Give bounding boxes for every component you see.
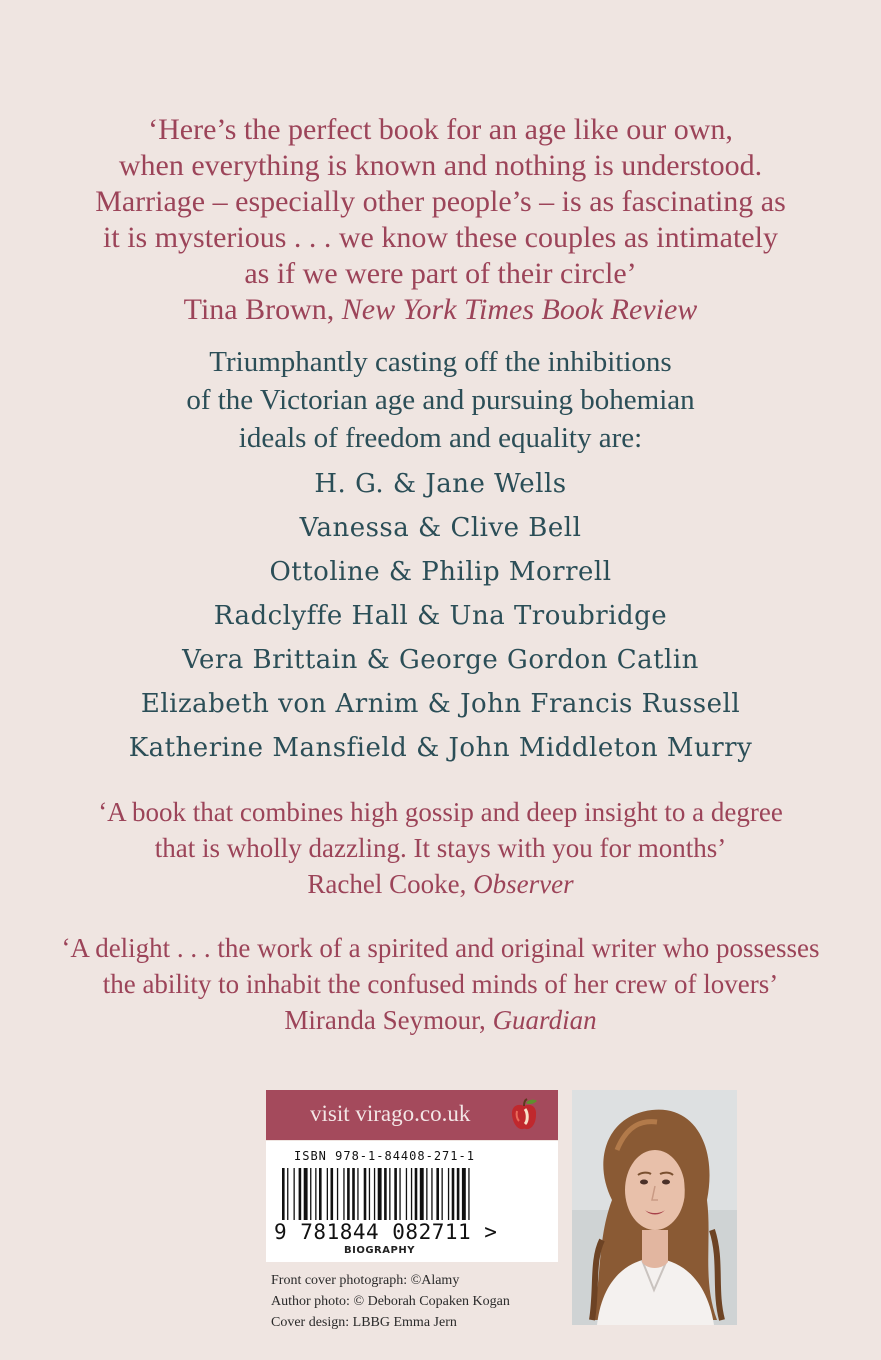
- apple-icon: [508, 1097, 540, 1133]
- credit-line: Front cover photograph: ©Alamy: [271, 1273, 460, 1288]
- quote-source: Guardian: [492, 1005, 597, 1035]
- couple-item: Vera Brittain & George Gordon Catlin: [182, 645, 699, 675]
- book-blurb: [0, 343, 881, 457]
- couples-list: [0, 462, 881, 770]
- couple-item: Elizabeth von Arnim & John Francis Russell: [140, 689, 741, 719]
- quote-source: New York Times Book Review: [341, 293, 698, 326]
- quote-attribution: [0, 1002, 881, 1038]
- author-photo: [572, 1090, 737, 1325]
- quote-line: that is wholly dazzling. It stays with you for months’: [154, 833, 727, 863]
- publisher-website-link[interactable]: visit virago.co.uk: [310, 1101, 471, 1126]
- blurb-line: of the Victorian age and pursuing bohemian: [186, 384, 695, 416]
- quote-line: ‘A delight . . . the work of a spirited and original writer who possesses: [61, 933, 820, 963]
- author-portrait-image: [572, 1090, 737, 1325]
- publisher-website-banner[interactable]: [266, 1090, 558, 1140]
- quote-line: when everything is known and nothing is understood.: [118, 149, 763, 182]
- quote-attribution: [0, 866, 881, 902]
- quote-line: as if we were part of their circle’: [244, 257, 637, 290]
- quote-line: ‘Here’s the perfect book for an age like our own,: [148, 113, 733, 146]
- quote-author: Tina Brown,: [183, 293, 335, 326]
- blurb-line: ideals of freedom and equality are:: [238, 422, 643, 454]
- isbn-text: ISBN 978-1-84408-271-1: [294, 1149, 475, 1163]
- couple-item: Radclyffe Hall & Una Troubridge: [213, 601, 668, 631]
- quote-line: Marriage – especially other people’s – is as fascinating as: [95, 185, 786, 218]
- barcode-panel: [266, 1141, 558, 1262]
- couple-item: Katherine Mansfield & John Middleton Murry: [128, 733, 753, 763]
- blurb-line: Triumphantly casting off the inhibitions: [209, 346, 672, 378]
- couple-item: Vanessa & Clive Bell: [299, 513, 582, 543]
- quote-author: Miranda Seymour,: [284, 1005, 486, 1035]
- quote-attribution: [0, 292, 881, 328]
- book-category: BIOGRAPHY: [344, 1245, 415, 1256]
- review-quote-tina-brown: [0, 112, 881, 328]
- quote-source: Observer: [473, 869, 574, 899]
- review-quote-rachel-cooke: [0, 794, 881, 902]
- quote-line: the ability to inhabit the confused minds of her crew of lovers’: [102, 969, 779, 999]
- quote-author: Rachel Cooke,: [307, 869, 467, 899]
- couple-item: H. G. & Jane Wells: [314, 469, 567, 499]
- credit-line: Cover design: LBBG Emma Jern: [271, 1315, 457, 1330]
- barcode-number: 9 781844 082711 >: [274, 1220, 498, 1244]
- review-quote-miranda-seymour: [0, 930, 881, 1038]
- cover-credits: [271, 1270, 510, 1333]
- couple-item: Ottoline & Philip Morrell: [269, 557, 612, 587]
- quote-line: ‘A book that combines high gossip and deep insight to a degree: [98, 797, 783, 827]
- credit-line: Author photo: © Deborah Copaken Kogan: [271, 1294, 510, 1309]
- quote-line: it is mysterious . . . we know these couples as intimately: [103, 221, 778, 254]
